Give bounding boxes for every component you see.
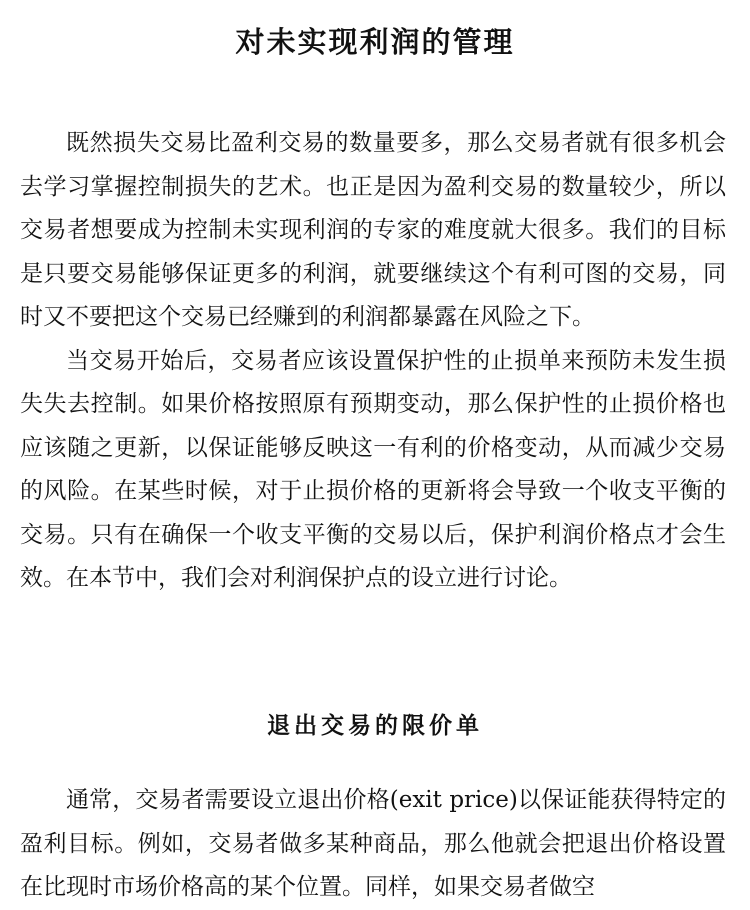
section-2-body (20, 779, 726, 910)
paragraph-2: 当交易开始后，交易者应该设置保护性的止损单来预防未发生损失失去控制。如果价格按照原有预期变动，那么保护性的止损价格也应该随之更新，以保证能够反映这一有利的价格变动，从而减少交易的风险。在某些时候，对于止损价格的更新将会导致一个收支平衡的交易。只有在确保一个收支平衡的交易以后，保护利润价格点才会生效。在本节中，我们会对利润保护点的设立进行讨论。 (20, 347, 726, 591)
section-1-body (20, 122, 726, 601)
paragraph-3: 通常，交易者需要设立退出价格(exit price)以保证能获得特定的盈利目标。例如，交易者做多某种商品，那么他就会把退出价格设置在比现时市场价格高的某个位置。同样，如果交易者做空 (20, 787, 726, 900)
page-title: 对未实现利润的管理 (235, 25, 515, 59)
paragraph-1: 既然损失交易比盈利交易的数量要多，那么交易者就有很多机会去学习掌握控制损失的艺术。也正是因为盈利交易的数量较少，所以交易者想要成为控制未实现利润的专家的难度就大很多。我们的目标是只要交易能够保证更多的利润，就要继续这个有利可图的交易，同时又不要把这个交易已经赚到的利润都暴露在风险之下。 (20, 130, 726, 330)
section-subtitle: 退出交易的限价单 (267, 713, 483, 739)
